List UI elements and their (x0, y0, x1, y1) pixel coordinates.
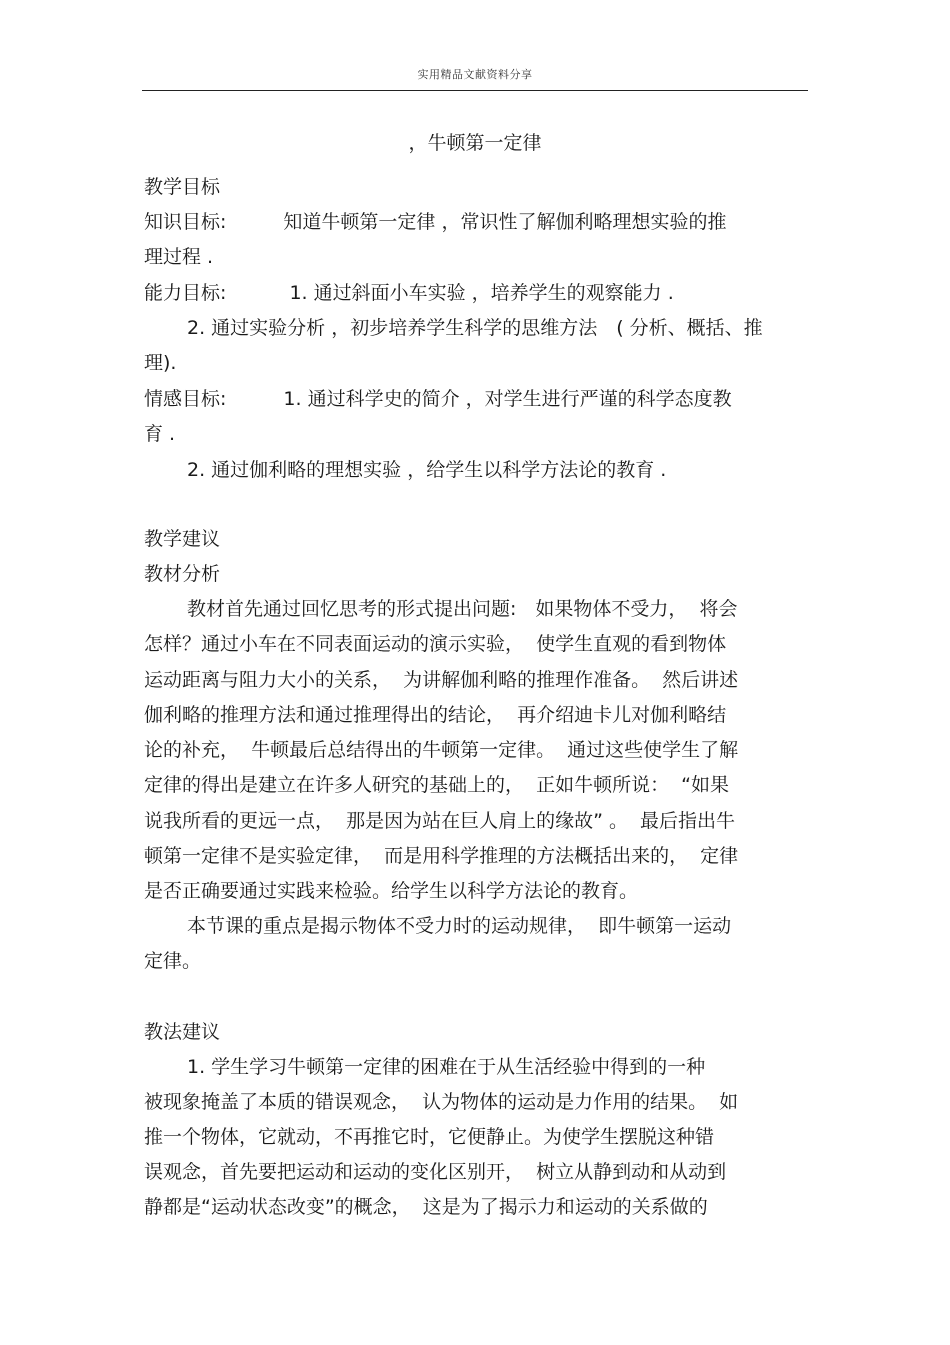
subsection-heading: 教材分析 (144, 563, 221, 585)
text-line: 情感目标: 1. 通过科学史的简介 ，对学生进行严谨的科学态度教 (144, 388, 732, 410)
text-line: 顿第一定律不是实验定律， 而是用科学推理的方法概括出来的， 定律 (144, 845, 739, 867)
section-heading: 教学目标 (144, 176, 221, 198)
text-line: 本节课的重点是揭示物体不受力时的运动规律， 即牛顿第一运动 (187, 915, 732, 937)
text-line: 静都是“运动状态改变”的概念， 这是为了揭示力和运动的关系做的 (144, 1196, 708, 1218)
text-line: 能力目标: 1. 通过斜面小车实验 ，培养学生的观察能力 . (144, 282, 674, 304)
text-line: 知识目标: 知道牛顿第一定律 ，常识性了解伽利略理想实验的推 (144, 211, 727, 233)
text-line: 推一个物体，它就动，不再推它时，它便静止。为使学生摆脱这种错 (144, 1126, 715, 1148)
text-line: 理过程 . (144, 246, 214, 268)
text-line: 误观念，首先要把运动和运动的变化区别开， 树立从静到动和从动到 (144, 1161, 727, 1183)
text-line: 育 . (144, 423, 176, 445)
text-line: 2. 通过伽利略的理想实验 ，给学生以科学方法论的教育 . (187, 459, 667, 481)
text-line: 理). (144, 352, 177, 374)
text-line: 伽利略的推理方法和通过推理得出的结论， 再介绍迪卡儿对伽利略结 (144, 704, 727, 726)
text-line: 是否正确要通过实践来检验。给学生以科学方法论的教育。 (144, 880, 639, 902)
text-line: 1. 学生学习牛顿第一定律的困难在于从生活经验中得到的一种 (187, 1056, 706, 1078)
text-line: 教材首先通过回忆思考的形式提出问题: 如果物体不受力， 将会 (187, 598, 738, 620)
section-heading: 教法建议 (144, 1021, 221, 1043)
text-line: 2. 通过实验分析 ，初步培养学生科学的思维方法 ( 分析、概括、推 (187, 317, 763, 339)
section-heading: 教学建议 (144, 528, 221, 550)
text-line: 运动距离与阻力大小的关系， 为讲解伽利略的推理作准备。 然后讲述 (144, 669, 739, 691)
text-line: 说我所看的更远一点， 那是因为站在巨人肩上的缘故” 。 最后指出牛 (144, 810, 736, 832)
header-rule (142, 90, 808, 91)
text-line: 定律的得出是建立在许多人研究的基础上的， 正如牛顿所说： “如果 (144, 774, 730, 796)
text-line: 论的补充， 牛顿最后总结得出的牛顿第一定律。 通过这些使学生了解 (144, 739, 739, 761)
text-line: 定律。 (144, 950, 202, 972)
text-line: 被现象掩盖了本质的错误观念， 认为物体的运动是力作用的结果。 如 (144, 1091, 739, 1113)
document-title: ，牛顿第一定律 (408, 132, 542, 154)
text-line: 怎样？通过小车在不同表面运动的演示实验， 使学生直观的看到物体 (144, 633, 727, 655)
page-header: 实用精品文献资料分享 (417, 68, 533, 81)
